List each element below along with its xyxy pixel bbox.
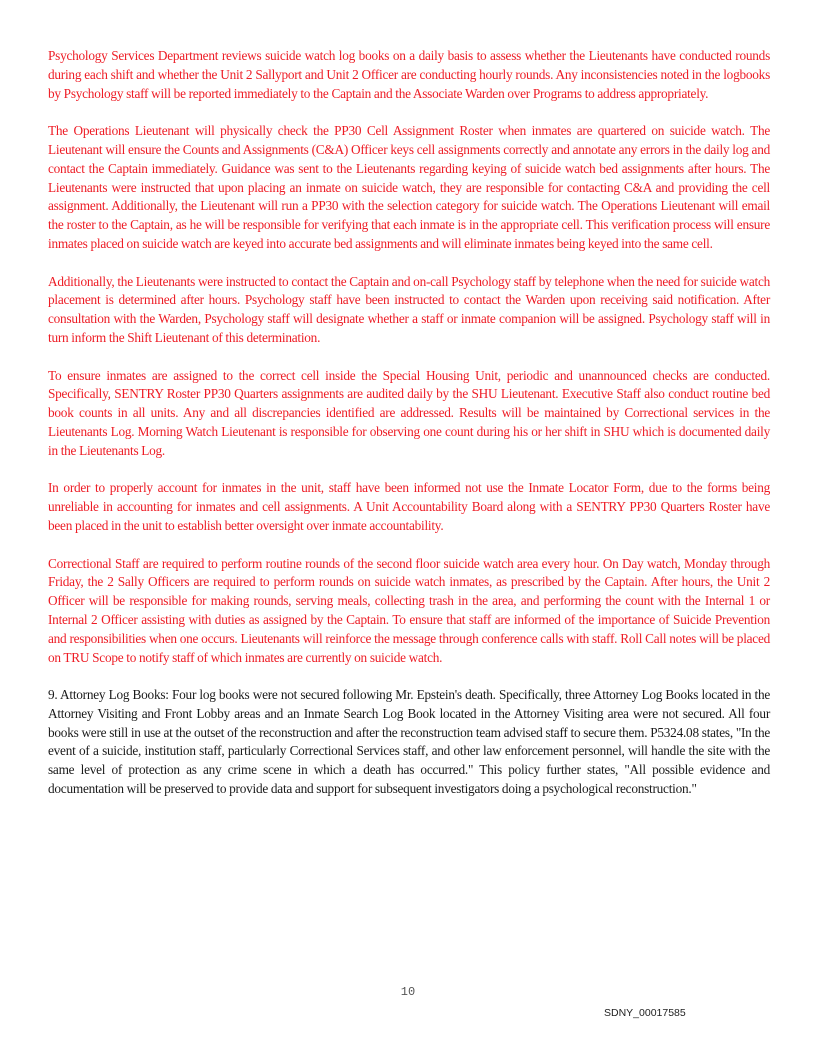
paragraph-correctional-staff-rounds: Correctional Staff are required to perform routine rounds of the second floor suicide watch area every hour. On Day watch, Monday through Friday, the 2 Sally Officers are required to perform rounds on suicide watch inmates, as prescribed by the Captain. After hours, the Unit 2 Officer will be responsible for making rounds, serving meals, collecting trash in the area, and performing the count with the Internal 1 or Internal 2 Officer assisting with duties as assigned by the Captain. To ensure that staff are informed of the importance of Suicide Prevention and responsibilities when one occurs. Lieutenants will reinforce the message through conference calls with staff. Roll Call notes will be placed on TRU Scope to notify staff of which inmates are currently on suicide watch. bbox=[48, 555, 770, 665]
bates-stamp: SDNY_00017585 bbox=[604, 1007, 686, 1019]
paragraph-psychology-log-review: Psychology Services Department reviews suicide watch log books on a daily basis to assess whether the Lieutenants have conducted rounds during each shift and whether the Unit 2 Sallyport and Unit 2 Officer are conducting hourly rounds. Any inconsistencies noted in the logbooks by Psychology staff will be reported immediately to the Captain and the Associate Warden over Programs to address appropriately. bbox=[48, 48, 770, 101]
paragraph-inmate-accountability: In order to properly account for inmates in the unit, staff have been informed not use the Inmate Locator Form, due to the forms being unreliable in accounting for inmates and cell assignments. A Unit Accountability Board along with a SENTRY PP30 Quarters Roster have been placed in the unit to establish better oversight over inmate accountability. bbox=[48, 480, 770, 533]
paragraph-attorney-log-books: 9. Attorney Log Books: Four log books were not secured following Mr. Epstein's death. Specifically, three Attorney Log Books located in the Attorney Visiting and Front Lobby areas and an Inmate Search Log Book located in the Attorney Visiting area were not secured. All four books were still in use at the outset of the reconstruction and after the reconstruction team advised staff to secure them. P5324.08 states, "In the event of a suicide, institution staff, particularly Correctional Services staff, and other law enforcement personnel, will handle the site with the same level of protection as any crime scene in which a death has occurred." This policy further states, "All possible evidence and documentation will be preserved to provide data and support for subsequent investigators doing a psychological reconstruction." bbox=[48, 687, 770, 797]
document-body bbox=[48, 47, 770, 818]
page-number: 10 bbox=[400, 985, 416, 999]
paragraph-operations-lieutenant-roster: The Operations Lieutenant will physically check the PP30 Cell Assignment Roster when inmates are quartered on suicide watch. The Lieutenant will ensure the Counts and Assignments (C&A) Officer keys cell assignments correctly and annotate any errors in the daily log and contact the Captain immediately. Guidance was sent to the Lieutenants regarding keying of suicide watch bed assignments after hours. The Lieutenants were instructed that upon placing an inmate on suicide watch, they are responsible for contacting C&A and providing the cell assignment. Additionally, the Lieutenant will run a PP30 with the selection category for suicide watch. The Operations Lieutenant will email the roster to the Captain, as he will be responsible for verifying that each inmate is in the appropriate cell. This verification process will ensure inmates placed on suicide watch are keyed into accurate bed assignments and will eliminate inmates being keyed into the same cell. bbox=[48, 123, 770, 251]
paragraph-shu-cell-checks: To ensure inmates are assigned to the correct cell inside the Special Housing Unit, periodic and unannounced checks are conducted. Specifically, SENTRY Roster PP30 Quarters assignments are audited daily by the SHU Lieutenant. Executive Staff also conduct routine bed book counts in all units. Any and all discrepancies identified are addressed. Results will be maintained by Correctional services in the Lieutenants Log. Morning Watch Lieutenant is responsible for observing one count during his or her shift in SHU which is documented daily in the Lieutenants Log. bbox=[48, 367, 770, 458]
paragraph-after-hours-notification: Additionally, the Lieutenants were instructed to contact the Captain and on-call Psychology staff by telephone when the need for suicide watch placement is determined after hours. Psychology staff have been instructed to contact the Warden upon receiving said notification. After consultation with the Warden, Psychology staff will designate whether a staff or inmate companion will be assigned. Psychology staff will in turn inform the Shift Lieutenant of this determination. bbox=[48, 273, 770, 345]
